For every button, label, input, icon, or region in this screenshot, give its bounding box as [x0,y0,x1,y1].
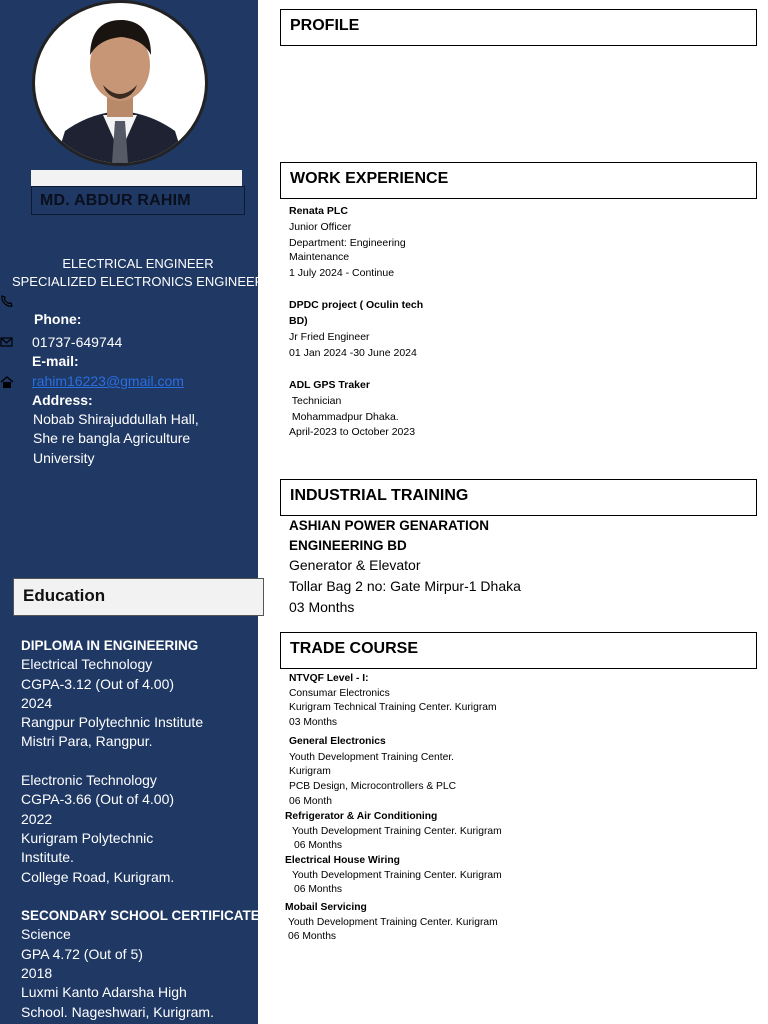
edu-line: School. Nageshwari, Kurigram. [21,1003,214,1020]
training-company: ENGINEERING BD [289,537,407,553]
training-details [289,516,521,618]
edu-line: Electronic Technology [21,772,157,789]
trade-course-2 [289,735,456,810]
edu-line: 2018 [21,965,53,982]
name-bar [31,170,242,186]
work-heading: WORK EXPERIENCE [290,170,449,187]
email-link[interactable]: rahim16223@gmail.com [32,373,184,389]
job-company: Renata PLC [289,205,348,217]
edu-line: Kurigram Polytechnic [21,829,154,846]
education-heading: Education [23,586,106,605]
job-company: ADL GPS Traker [289,379,370,391]
training-section-header [280,479,757,516]
address-line-3: University [33,450,95,466]
diploma-heading: DIPLOMA IN ENGINEERING [21,638,199,653]
course-line: 06 Months [294,840,343,852]
course-line: Youth Development Training Center. Kurigram [292,869,502,881]
job-company: DPDC project ( Oculin tech [289,299,424,311]
trade-course-3 [285,810,502,854]
training-line: 03 Months [289,599,355,615]
profile-section-header [280,9,757,46]
job-line: Mohammadpur Dhaka. [289,411,399,423]
course-line: Consumar Electronics [289,687,390,699]
course-line: Youth Development Training Center. Kurigram [292,825,502,837]
phone-label: Phone: [34,311,82,327]
job-line: 01 Jan 2024 -30 June 2024 [289,347,417,359]
course-line: 03 Months [289,717,338,729]
phone-icon [0,294,14,308]
edu-line: CGPA-3.12 (Out of 4.00) [21,675,175,692]
job-line: Jr Fried Engineer [289,331,370,343]
phone-value: 01737-649744 [32,334,123,350]
email-label: E-mail: [32,353,79,369]
candidate-name: MD. ABDUR RAHIM [40,192,191,209]
edu-line: Rangpur Polytechnic Institute [21,714,204,731]
course-title: General Electronics [289,736,386,747]
job-line: Department: Engineering [289,237,406,249]
edu-line: Mistri Para, Rangpur. [21,733,153,750]
job-title-1: ELECTRICAL ENGINEER [62,256,214,271]
edu-line: GPA 4.72 (Out of 5) [21,945,143,962]
trade-course-1 [289,672,497,731]
course-line: 06 Months [294,884,343,896]
course-line: 06 Months [288,931,337,943]
work-experience-list [289,203,423,440]
course-title: Refrigerator & Air Conditioning [285,811,438,822]
edu-line: College Road, Kurigram. [21,868,175,885]
address-label: Address: [32,392,93,408]
edu-line: Science [21,926,71,943]
trade-course-5 [285,901,498,945]
education-list [21,636,261,1022]
job-company: BD) [289,315,308,327]
course-line: Youth Development Training Center. Kurigram [288,916,498,928]
course-line: Kurigram [289,766,331,778]
course-line: Kurigram Technical Training Center. Kurigram [289,702,497,714]
address-line-1: Nobab Shirajuddullah Hall, [33,411,199,427]
course-line: PCB Design, Microcontrollers & PLC [289,781,457,793]
course-line: Youth Development Training Center. [289,751,455,763]
course-title: Electrical House Wiring [285,855,400,866]
edu-line: Electrical Technology [21,656,153,673]
edu-line: Luxmi Kanto Adarsha High [21,984,187,1001]
edu-line: 2024 [21,694,53,711]
work-section-header [280,162,757,199]
course-title: Mobail Servicing [285,902,367,913]
ssc-heading: SECONDARY SCHOOL CERTIFICATE [21,908,260,924]
trade-course-4 [285,854,502,898]
job-line: Technician [289,395,342,407]
course-title: NTVQF Level - I: [289,673,369,684]
mail-icon [0,335,14,349]
job-title-2: SPECIALIZED ELECTRONICS ENGINEER [11,274,265,289]
job-line: 1 July 2024 - Continue [289,267,395,279]
job-line: Maintenance [289,251,350,263]
job-line: April-2023 to October 2023 [289,426,416,438]
job-line: Junior Officer [289,221,352,233]
training-company: ASHIAN POWER GENARATION [289,518,490,533]
edu-line: 2022 [21,810,53,827]
edu-line: CGPA-3.66 (Out of 4.00) [21,791,175,808]
trade-heading: TRADE COURSE [290,640,419,657]
training-line: Tollar Bag 2 no: Gate Mirpur-1 Dhaka [289,578,521,594]
profile-heading: PROFILE [290,17,360,34]
address-line-2: She re bangla Agriculture [33,430,191,446]
training-heading: INDUSTRIAL TRAINING [290,487,469,504]
home-icon [0,375,14,389]
profile-photo [32,0,208,166]
job-titles [0,255,276,291]
training-line: Generator & Elevator [289,557,421,573]
edu-line: Institute. [21,849,74,866]
course-line: 06 Month [289,795,332,807]
trade-section-header [280,632,757,669]
